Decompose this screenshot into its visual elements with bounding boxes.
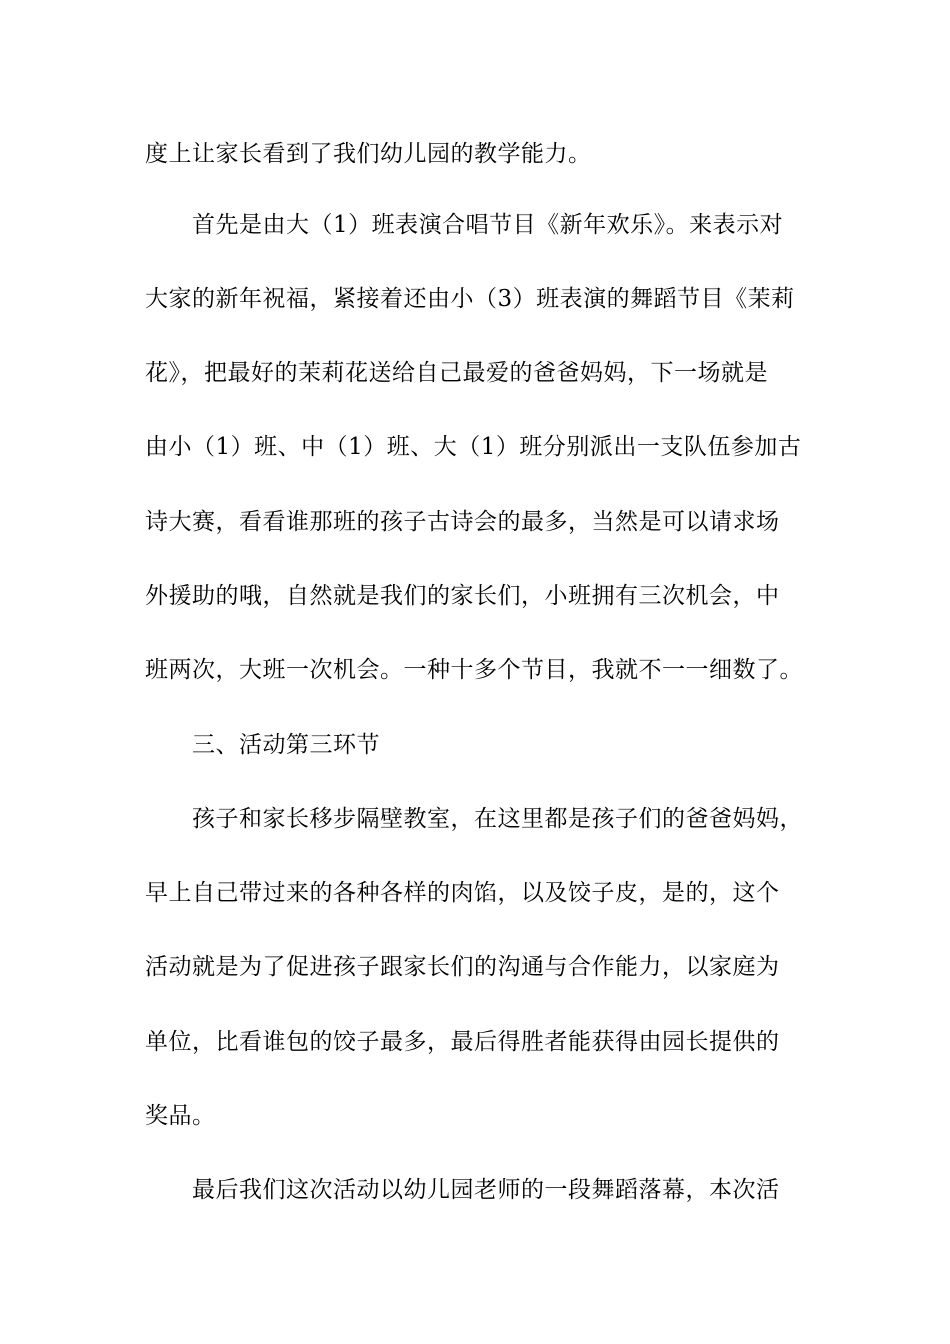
text-line: 最后我们这次活动以幼儿园老师的一段舞蹈落幕，本次活 <box>192 1177 780 1203</box>
text-line: 奖品。 <box>145 1103 216 1129</box>
text-line: 班两次，大班一次机会。一种十多个节目，我就不一一细数了。 <box>145 657 803 683</box>
text-line: 外援助的哦，自然就是我们的家长们，小班拥有三次机会，中 <box>145 583 780 609</box>
text-line: 孩子和家长移步隔壁教室，在这里都是孩子们的爸爸妈妈， <box>192 806 803 832</box>
text-line: 由小（1）班、中（1）班、大（1）班分别派出一支队伍参加古 <box>145 434 802 460</box>
section-heading: 三、活动第三环节 <box>192 732 380 758</box>
text-line: 度上让家长看到了我们幼儿园的教学能力。 <box>145 141 592 167</box>
text-line: 大家的新年祝福，紧接着还由小（3）班表演的舞蹈节目《茉莉 <box>145 286 795 312</box>
text-line: 花》，把最好的茉莉花送给自己最爱的爸爸妈妈，下一场就是 <box>145 360 768 386</box>
text-line: 早上自己带过来的各种各样的肉馅，以及饺子皮，是的，这个 <box>145 880 780 906</box>
text-line: 诗大赛，看看谁那班的孩子古诗会的最多，当然是可以请求场 <box>145 509 780 535</box>
text-line: 活动就是为了促进孩子跟家长们的沟通与合作能力，以家庭为 <box>145 954 780 980</box>
text-line: 首先是由大（1）班表演合唱节目《新年欢乐》。来表示对 <box>192 212 784 238</box>
text-line: 单位，比看谁包的饺子最多，最后得胜者能获得由园长提供的 <box>145 1029 780 1055</box>
